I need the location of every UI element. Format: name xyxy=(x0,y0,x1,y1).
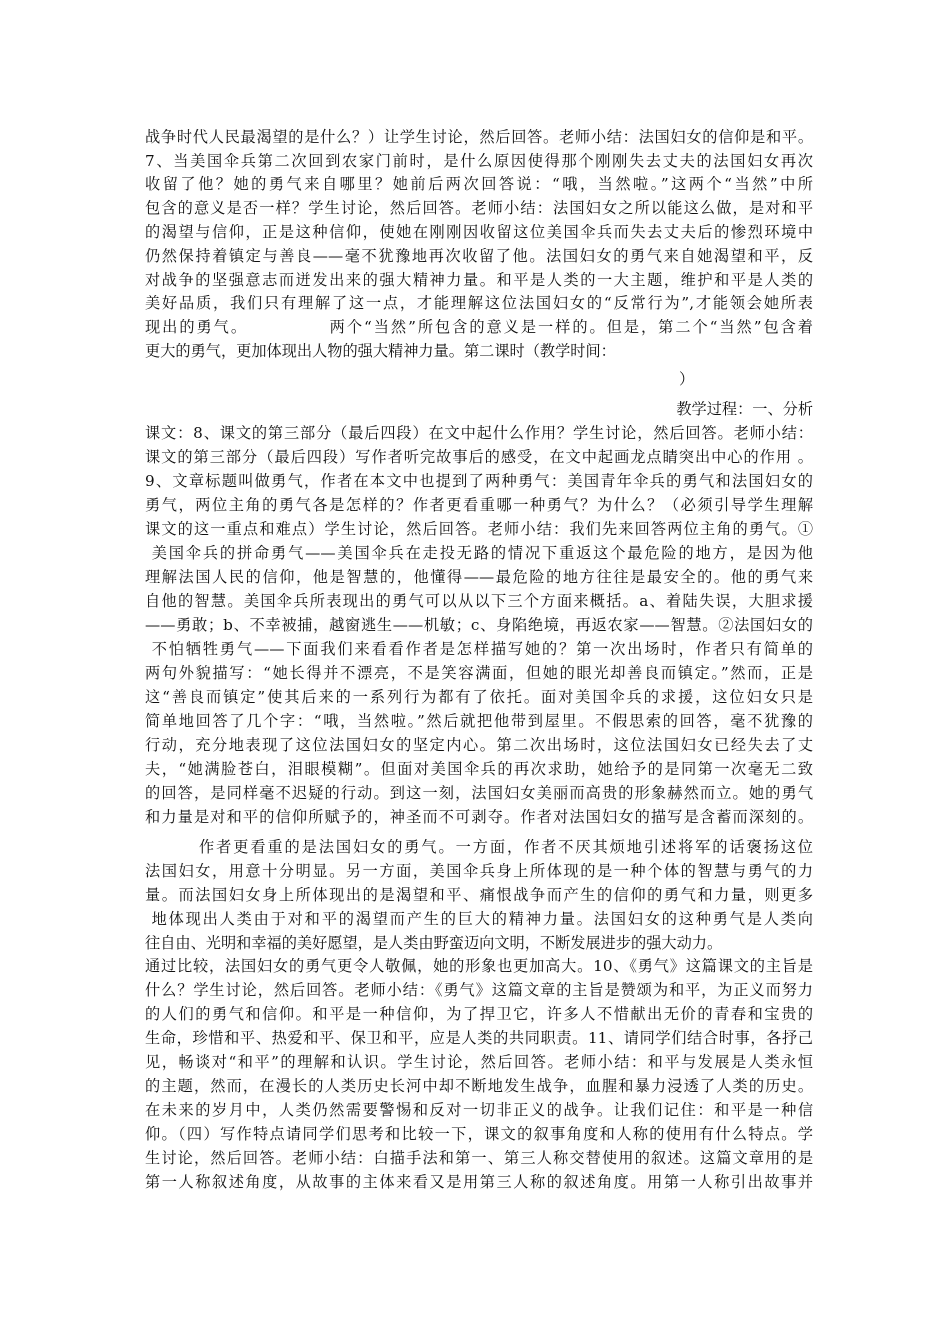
text-line: 第一人称叙述角度，从故事的主体来看又是用第三人称的叙述角度。用第一人称引出故事并 xyxy=(145,1173,813,1191)
text-line: 9、文章标题叫做勇气，作者在本文中也提到了两种勇气：美国青年伞兵的勇气和法国妇女的 xyxy=(145,472,813,490)
text-line: 仍然保持着镇定与善良——毫不犹豫地再次收留了他。法国妇女的勇气来自她渴望和平，反 xyxy=(145,247,813,265)
text-line: 什么？学生讨论，然后回答。老师小结：《勇气》这篇文章的主旨是赞颂为和平，为正义而努力 xyxy=(145,981,813,999)
text-line: 两句外貌描写：“她长得并不漂亮，不是笑容满面，但她的眼光却善良而镇定。”然而，正是 xyxy=(145,664,813,682)
text-line: 课文的第三部分（最后四段）写作者听完故事后的感受，在文中起画龙点睛突出中心的作用 。 xyxy=(145,448,813,466)
text-line: 课文：8、课文的第三部分（最后四段）在文中起什么作用？学生讨论，然后回答。老师小结： xyxy=(145,424,813,442)
text-line: 生命，珍惜和平、热爱和平、保卫和平，应是人类的共同职责。11、请同学们结合时事，各抒己 xyxy=(145,1029,813,1047)
text-line xyxy=(145,1195,813,1217)
text-line: 自他的智慧。美国伞兵所表现出的勇气可以从以下三个方面来概括。a、着陆失误，大胆求援 xyxy=(145,592,813,610)
text-line: 这“善良而镇定”使其后来的一系列行为都有了依托。面对美国伞兵的求援，这位妇女只是 xyxy=(145,688,813,706)
text-line: 教学过程：一、分析 xyxy=(676,400,813,418)
text-line: 的人们的勇气和信仰。和平是一种信仰，为了捍卫它，许多人不惜献出无价的青春和宝贵的 xyxy=(145,1005,813,1023)
text-line: 仰。（四）写作特点请同学们思考和比较一下，课文的叙事角度和人称的使用有什么特点。学 xyxy=(145,1125,813,1143)
text-line: 通过比较，法国妇女的勇气更令人敬佩，她的形象也更加高大。10、《勇气》这篇课文的主旨是 xyxy=(145,957,813,975)
text-line: 7、当美国伞兵第二次回到农家门前时，是什么原因使得那个刚刚失去丈夫的法国妇女再次 xyxy=(145,152,813,170)
text-line: 课文的这一重点和难点）学生讨论，然后回答。老师小结：我们先来回答两位主角的勇气。① xyxy=(145,520,813,538)
text-line: 的主题，然而，在漫长的人类历史长河中却不断地发生战争，血腥和暴力浸透了人类的历史。 xyxy=(145,1077,813,1095)
text-line: 不怕牺牲勇气——下面我们来看看作者是怎样描写她的？第一次出场时，作者只有简单的 xyxy=(145,640,813,658)
text-line: 的回答，是同样毫不迟疑的行动。到这一刻，法国妇女美丽而高贵的形象赫然而立。她的勇气 xyxy=(145,784,813,802)
text-line: 地体现出人类由于对和平的渴望而产生的巨大的精神力量。法国妇女的这种勇气是人类向 xyxy=(145,910,813,928)
text-line: 法国妇女，用意十分明显。另一方面，美国伞兵身上所体现的是一种个体的智慧与勇气的力 xyxy=(145,862,813,880)
text-line: 和力量是对和平的信仰所赋予的，神圣而不可剥夺。作者对法国妇女的描写是含蓄而深刻的。 xyxy=(145,808,813,826)
text-line: 收留了他？她的勇气来自哪里？她前后两次回答说：“哦，当然啦。”这两个“当然”中所 xyxy=(145,175,813,193)
text-line: 简单地回答了几个字：“哦，当然啦。”然后就把他带到屋里。不假思索的回答，毫不犹豫的 xyxy=(145,712,813,730)
text-line: ——勇敢；b、不幸被捕，越窗逃生——机敏；c、身陷绝境，再返农家——智慧。②法国妇女的 xyxy=(145,616,813,634)
text-line: 夫，“她满脸苍白，泪眼模糊”。但面对美国伞兵的再次求助，她给予的是同第一次毫无二致 xyxy=(145,760,813,778)
text-line: 生讨论，然后回答。老师小结：白描手法和第一、第三人称交替使用的叙述。这篇文章用的是 xyxy=(145,1149,813,1167)
text-line: 在未来的岁月中，人类仍然需要警惕和反对一切非正义的战争。让我们记住：和平是一种信 xyxy=(145,1101,813,1119)
text-line: 行动，充分地表现了这位法国妇女的坚定内心。第二次出场时，这位法国妇女已经失去了丈 xyxy=(145,736,813,754)
text-line: 战争时代人民最渴望的是什么？）让学生讨论，然后回答。老师小结：法国妇女的信仰是和平。 xyxy=(145,128,813,146)
text-line: 勇气，两位主角的勇气各是怎样的？作者更看重哪一种勇气？为什么？（必须引导学生理解 xyxy=(145,496,813,514)
text-line: 的渴望与信仰，正是这种信仰，使她在刚刚因收留这位美国伞兵而失去丈夫后的惨烈环境中 xyxy=(145,223,813,241)
text-line: ） xyxy=(679,370,695,388)
text-line: 现出的勇气。 两个“当然”所包含的意义是一样的。但是，第二个“当然”包含着 xyxy=(145,318,813,336)
text-line: 量。而法国妇女身上所体现出的是渴望和平、痛恨战争而产生的信仰的勇气和力量，则更多 xyxy=(145,886,813,904)
text-line: 美国伞兵的拼命勇气——美国伞兵在走投无路的情况下重返这个最危险的地方，是因为他 xyxy=(145,544,813,562)
text-line: 理解法国人民的信仰，他是智慧的，他懂得——最危险的地方往往是最安全的。他的勇气来 xyxy=(145,568,813,586)
text-line: 美好品质，我们只有理解了这一点，才能理解这位法国妇女的“反常行为”,才能领会她所表 xyxy=(145,294,813,312)
text-line: 见，畅谈对“和平”的理解和认识。学生讨论，然后回答。老师小结：和平与发展是人类永恒 xyxy=(145,1053,813,1071)
text-line: 作者更看重的是法国妇女的勇气。一方面，作者不厌其烦地引述将军的话褒扬这位 xyxy=(145,838,813,856)
text-line: 往自由、光明和幸福的美好愿望，是人类由野蛮迈向文明，不断发展进步的强大动力。 xyxy=(145,934,723,952)
text-line: 对战争的坚强意志而迸发出来的强大精神力量。和平是人类的一大主题，维护和平是人类的 xyxy=(145,271,813,289)
text-line: 更大的勇气，更加体现出人物的强大精神力量。第二课时（教学时间： xyxy=(145,342,616,360)
text-line: 包含的意义是否一样？学生讨论，然后回答。老师小结：法国妇女之所以能这么做，是对和平 xyxy=(145,199,813,217)
